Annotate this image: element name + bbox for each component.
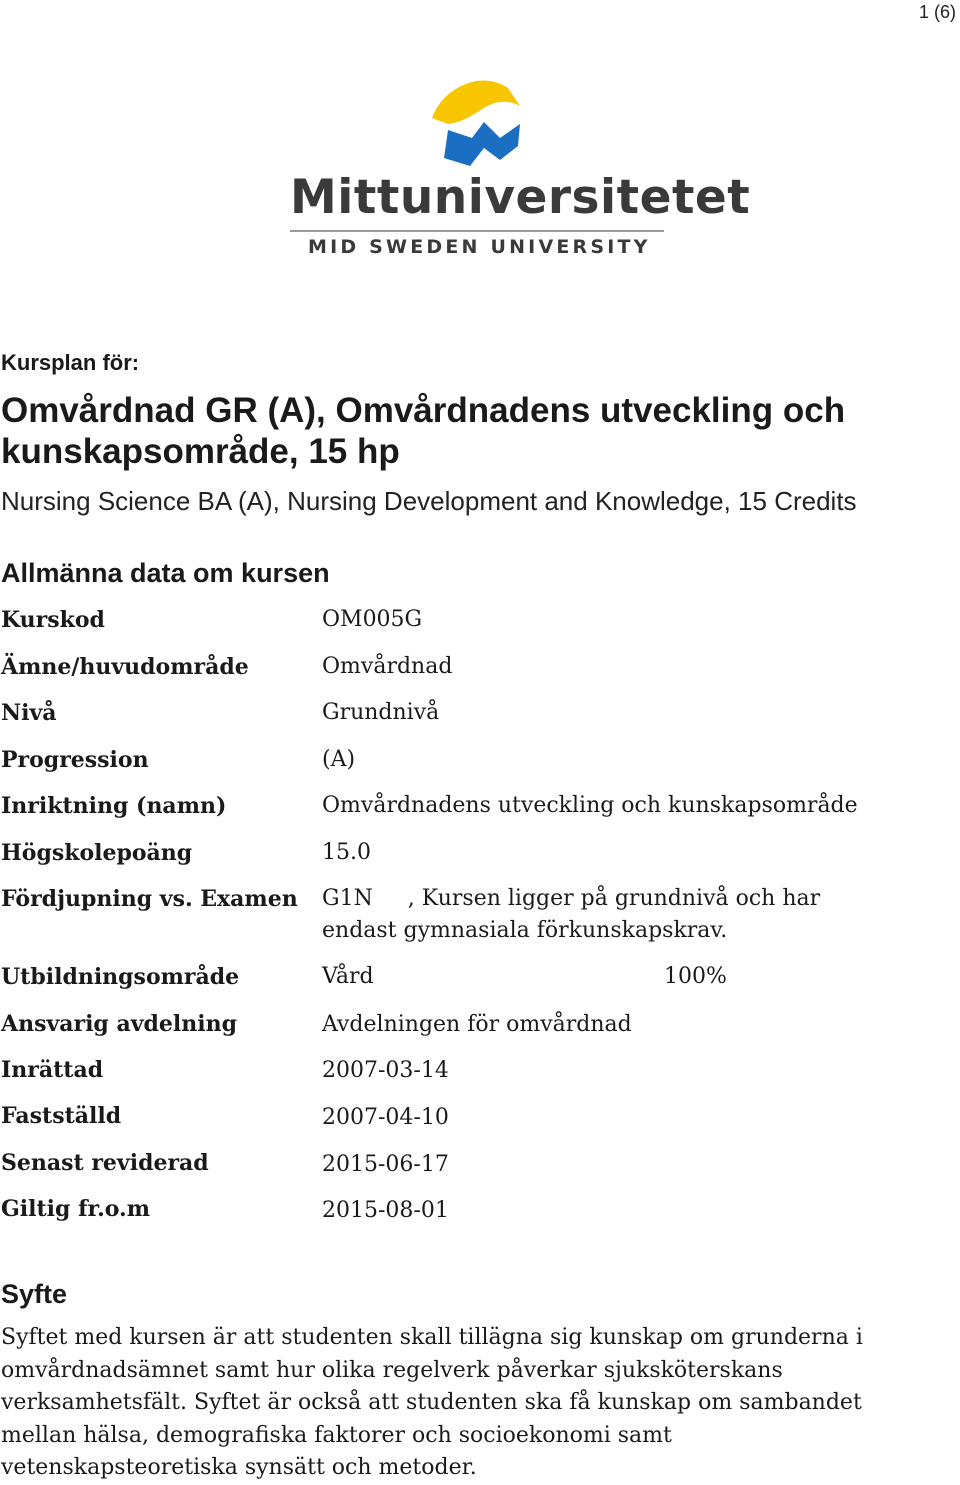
course-title: Omvårdnad GR (A), Omvårdnadens utveckling och kunskapsområde, 15 hp xyxy=(1,391,846,471)
info-value: Grundnivå xyxy=(322,700,440,725)
info-value: 15.0 xyxy=(322,840,371,865)
info-value: 2007-04-10 xyxy=(322,1105,449,1130)
info-label: Högskolepoäng xyxy=(1,840,193,866)
info-value: 2007-03-14 xyxy=(322,1058,449,1083)
syfte-heading: Syfte xyxy=(1,1279,68,1309)
info-value: 2015-08-01 xyxy=(322,1198,449,1223)
info-value: Avdelningen för omvårdnad xyxy=(322,1012,632,1037)
info-label: Progression xyxy=(1,747,149,773)
logo-subtitle: MID SWEDEN UNIVERSITY xyxy=(308,236,651,258)
info-value: Omvårdnad xyxy=(322,654,453,679)
info-label: Inriktning (namn) xyxy=(1,793,227,819)
logo-yellow-shape xyxy=(432,81,520,124)
info-value: Omvårdnadens utveckling och kunskapsområde xyxy=(322,793,858,818)
general-data-heading: Allmänna data om kursen xyxy=(1,558,330,588)
info-label: Utbildningsområde xyxy=(1,964,240,990)
info-value: 2015-06-17 xyxy=(322,1152,449,1177)
info-label: Ämne/huvudområde xyxy=(1,654,249,680)
logo-wordmark: Mittuniversitetet xyxy=(290,170,751,225)
university-logo xyxy=(288,76,751,266)
info-label: Fastställd xyxy=(1,1103,122,1129)
info-label: Senast reviderad xyxy=(1,1150,209,1176)
info-label: Giltig fr.o.m xyxy=(1,1196,150,1222)
syfte-paragraph: Syftet med kursen är att studenten skall tillägna sig kunskap om grunderna i omvårdnadsämnet samt hur olika regelverk påverkar sjuksköterskans verksamhetsfält. Syftet är också att studenten ska få kunskap om sambandet mellan hälsa, demografiska faktorer och socioekonomi samt vetenskapsteoretiska synsätt och metoder. xyxy=(1,1325,863,1480)
logo-divider xyxy=(290,230,664,232)
info-label: Nivå xyxy=(1,700,57,726)
info-label: Kurskod xyxy=(1,607,105,633)
info-value: OM005G xyxy=(322,607,423,632)
info-label: Ansvarig avdelning xyxy=(1,1011,237,1037)
info-value: (A) xyxy=(322,747,356,772)
syllabus-kicker: Kursplan för: xyxy=(1,350,140,375)
course-title-english: Nursing Science BA (A), Nursing Development and Knowledge, 15 Credits xyxy=(1,486,857,516)
info-label: Inrättad xyxy=(1,1057,104,1083)
info-label: Fördjupning vs. Examen xyxy=(1,886,298,912)
info-value: Vård xyxy=(322,964,374,989)
logo-emblem-icon xyxy=(288,76,668,172)
info-value: G1N , Kursen ligger på grundnivå och har endast gymnasiala förkunskapskrav. xyxy=(322,886,828,943)
logo-blue-shape xyxy=(444,122,520,166)
info-percentage: 100% xyxy=(664,964,727,989)
page-number: 1 (6) xyxy=(918,2,956,22)
